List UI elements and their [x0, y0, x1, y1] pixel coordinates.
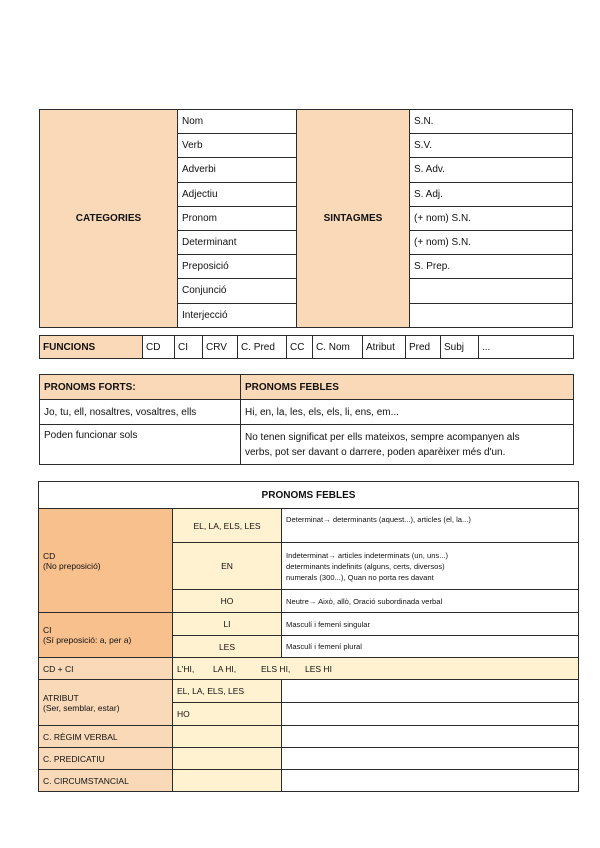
category-cell: Adverbi [178, 158, 297, 182]
cd-desc [282, 509, 579, 543]
predicatiu-label: C. PREDICATIU [39, 748, 173, 770]
circumstancial-pronoun [173, 770, 282, 792]
category-cell: Adjectiu [178, 182, 297, 206]
funcio-cell: ... [479, 336, 574, 359]
predicatiu-desc [282, 748, 579, 770]
category-cell: Determinant [178, 230, 297, 254]
regim-verbal-label: C. RÈGIM VERBAL [39, 726, 173, 748]
sintagma-cell: S.N. [410, 110, 573, 134]
sintagma-cell: S. Adj. [410, 182, 573, 206]
febles-detail-title: PRONOMS FEBLES [39, 482, 579, 509]
cdci-values [173, 658, 579, 680]
cd-desc-line: determinants indefinits (alguns, certs, diversos) [286, 561, 445, 571]
atribut-label-line: ATRIBUT [43, 692, 79, 703]
sintagma-cell: (+ nom) S.N. [410, 206, 573, 230]
category-cell: Pronom [178, 206, 297, 230]
cd-label-line: CD [43, 550, 56, 561]
pronoms-forts-list: Jo, tu, ell, nosaltres, vosaltres, ells [40, 400, 241, 425]
cdci-value: ELS HI, [261, 663, 291, 674]
pronoms-febles-desc-line: verbs, pot ser davant o darrere, poden aparèixer més d'un. [245, 446, 506, 458]
pronoms-febles-header: PRONOMS FEBLES [241, 375, 574, 400]
regim-verbal-pronoun [173, 726, 282, 748]
cd-desc-line: Indeterminat→ articles indeterminats (un, uns...) [286, 550, 449, 560]
pronoms-table [39, 374, 574, 465]
funcions-label: FUNCIONS [40, 336, 143, 359]
cd-label [39, 509, 173, 613]
cdci-value: LES HI [305, 663, 332, 674]
funcio-cell: CI [175, 336, 203, 359]
pronoms-forts-desc: Poden funcionar sols [40, 425, 241, 465]
cd-label-line: (No preposició) [43, 560, 101, 571]
cd-pronoun: HO [173, 590, 282, 613]
sintagma-cell [410, 303, 573, 327]
cd-pronoun: EL, LA, ELS, LES [173, 509, 282, 543]
atribut-pronoun: HO [173, 703, 282, 726]
circumstancial-label: C. CIRCUMSTANCIAL [39, 770, 173, 792]
sintagma-cell: S. Adv. [410, 158, 573, 182]
cd-desc-line: numerals (300...), Quan no porta res davant [286, 572, 434, 582]
category-cell: Interjecció [178, 303, 297, 327]
sintagmes-label: SINTAGMES [297, 110, 410, 328]
cdci-value: LA HI, [213, 663, 237, 674]
sintagma-cell [410, 279, 573, 303]
sintagma-cell: (+ nom) S.N. [410, 230, 573, 254]
cd-desc-line: Determinat→ determinants (aquest...), articles (el, la...) [286, 515, 471, 524]
funcio-cell: CRV [203, 336, 238, 359]
atribut-desc [282, 680, 579, 703]
funcio-cell: C. Pred [238, 336, 287, 359]
sintagma-cell: S. Prep. [410, 255, 573, 279]
category-cell: Verb [178, 134, 297, 158]
funcio-cell: Subj [441, 336, 479, 359]
funcio-cell: C. Nom [313, 336, 363, 359]
ci-label-line: CI [43, 625, 52, 635]
pronoms-febles-desc-line: No tenen significat per ells mateixos, sempre acompanyen als [245, 431, 520, 443]
ci-pronoun: LI [173, 613, 282, 636]
sintagma-cell: S.V. [410, 134, 573, 158]
ci-desc: Masculí i femení singular [282, 613, 579, 636]
funcio-cell: Atribut [363, 336, 406, 359]
funcio-cell: Pred [406, 336, 441, 359]
atribut-pronoun: EL, LA, ELS, LES [173, 680, 282, 703]
cd-desc-line: Neutre→ Això, allò, Oració subordinada verbal [286, 596, 443, 606]
cd-desc [282, 590, 579, 613]
funcions-table [39, 335, 574, 359]
pronoms-febles-list: Hi, en, la, les, els, els, li, ens, em... [241, 400, 574, 425]
pronoms-febles-desc [241, 425, 574, 465]
pronoms-forts-header: PRONOMS FORTS: [40, 375, 241, 400]
categories-label: CATEGORIES [40, 110, 178, 328]
atribut-label [39, 680, 173, 726]
cdci-label: CD + CI [39, 658, 173, 680]
ci-label [39, 613, 173, 658]
cdci-value: L'HI, [177, 663, 195, 674]
circumstancial-desc [282, 770, 579, 792]
predicatiu-pronoun [173, 748, 282, 770]
atribut-desc [282, 703, 579, 726]
ci-pronoun: LES [173, 636, 282, 658]
febles-detail-table [38, 481, 579, 792]
cd-desc [282, 543, 579, 590]
funcio-cell: CD [143, 336, 175, 359]
category-cell: Conjunció [178, 279, 297, 303]
funcio-cell: CC [287, 336, 313, 359]
category-cell: Preposició [178, 255, 297, 279]
categories-table [39, 109, 573, 328]
category-cell: Nom [178, 110, 297, 134]
ci-label-line: (Sí preposició: a, per a) [43, 635, 132, 645]
regim-verbal-desc [282, 726, 579, 748]
ci-desc: Masculí i femení plural [282, 636, 579, 658]
cd-pronoun: EN [173, 543, 282, 590]
atribut-label-line: (Ser, semblar, estar) [43, 702, 120, 713]
